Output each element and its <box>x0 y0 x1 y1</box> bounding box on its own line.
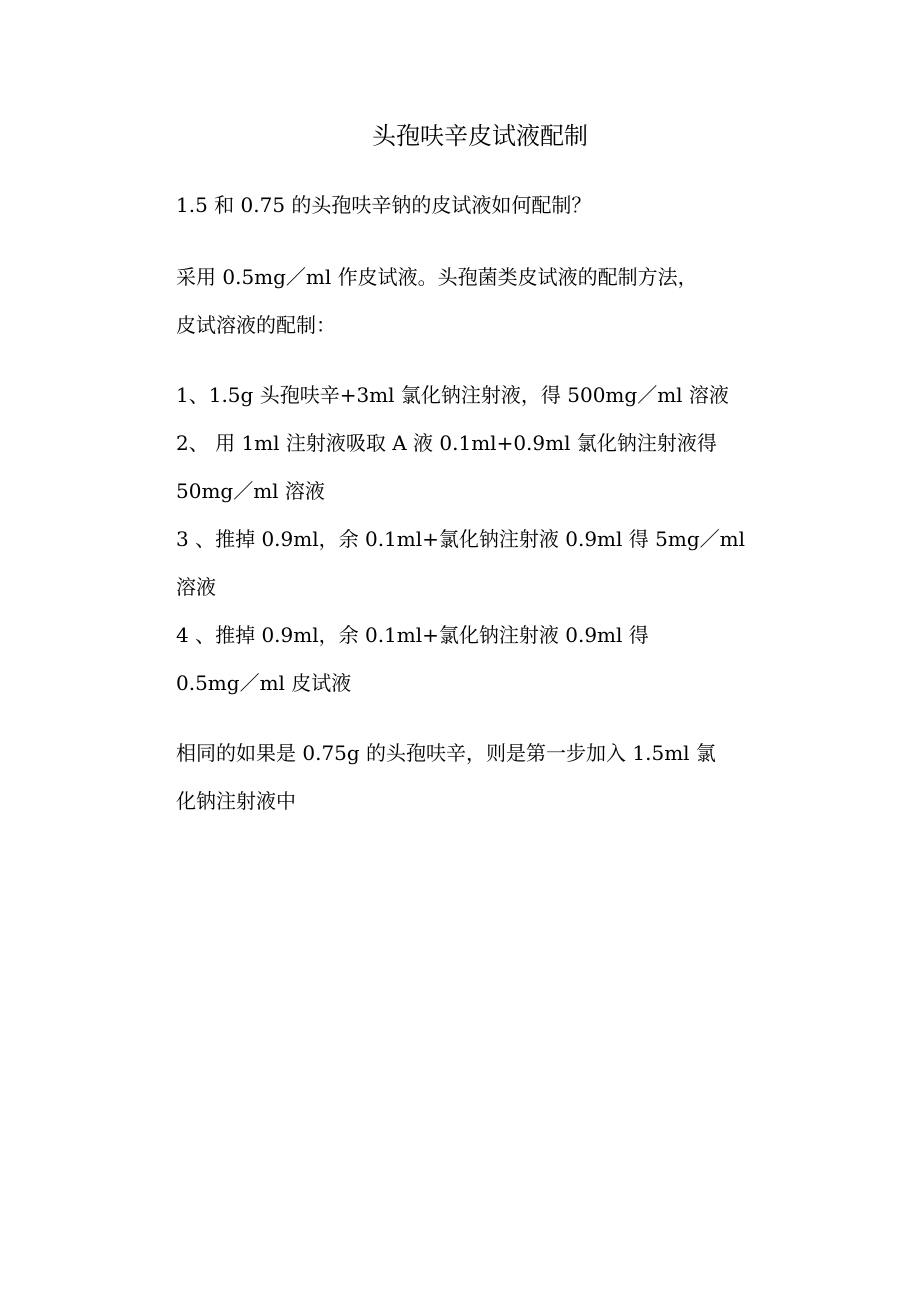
question-text: 1.5 和 0.75 的头孢呋辛钠的皮试液如何配制？ <box>176 193 592 217</box>
step-3-line-1: 3 、推掉 0.9ml，余 0.1ml+氯化钠注射液 0.9ml 得 5mg／ml <box>176 527 745 551</box>
step-4-line-1: 4 、推掉 0.9ml，余 0.1ml+氯化钠注射液 0.9ml 得 <box>176 623 649 647</box>
step-4-line-2: 0.5mg／ml 皮试液 <box>176 671 352 695</box>
step-3-line-2: 溶液 <box>176 575 216 599</box>
step-2-line-1: 2、 用 1ml 注射液吸取 A 液 0.1ml+0.9ml 氯化钠注射液得 <box>176 431 717 455</box>
document-title: 头孢呋辛皮试液配制 <box>372 122 588 150</box>
note-line-2: 化钠注射液中 <box>176 789 296 813</box>
step-1: 1、1.5g 头孢呋辛+3ml 氯化钠注射液，得 500mg／ml 溶液 <box>176 383 729 407</box>
note-line-1: 相同的如果是 0.75g 的头孢呋辛，则是第一步加入 1.5ml 氯 <box>176 741 716 765</box>
answer-line-1: 采用 0.5mg／ml 作皮试液。头孢菌类皮试液的配制方法， <box>176 265 698 289</box>
answer-line-2: 皮试溶液的配制： <box>176 313 336 337</box>
step-2-line-2: 50mg／ml 溶液 <box>176 479 325 503</box>
